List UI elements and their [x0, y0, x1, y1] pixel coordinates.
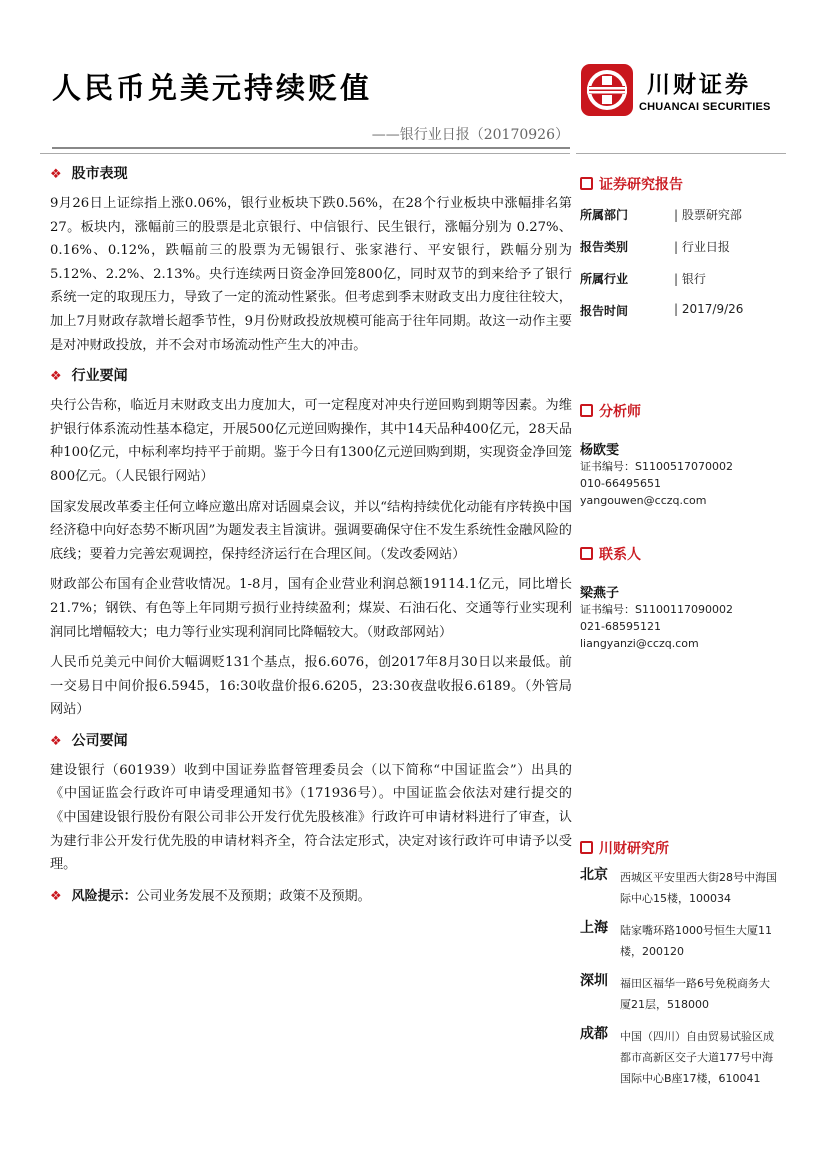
contact-phone: 021-68595121: [580, 620, 661, 633]
section-heading-market: ❖ 股市表现: [50, 166, 128, 182]
risk-label: 风险提示：: [71, 888, 137, 904]
square-bullet-icon: [580, 404, 593, 417]
industry-paragraph: 央行公告称，临近月末财政支出力度加大，可一定程度对冲央行逆回购到期等因素。为维护银行体系流动性基本稳定，开展500亿元逆回购操作，其中14天品种400亿元，28天品种100亿元，中标利率均持平于前期。鉴于今日有1300亿元逆回购到期，实现资金净回笼800亿元。（人民银行网站）: [50, 398, 572, 484]
market-paragraph: 9月26日上证综指上涨0.06%，银行业板块下跌0.56%，在28个行业板块中涨幅排名第27。板块内，涨幅前三的股票是北京银行、中信银行、民生银行，涨幅分别为 0.27%、0.16%、0.12%，跌幅前三的股票为无锡银行、张家港行、平安银行，跌幅分别为5.12%、2.2%、2.13%。央行连续两日资金净回笼800亿，同时双节的到来给予了银行系统一定的取现压力，导致了一定的流动性紧张。但考虑到季末财政支出力度往往较大，加上7月财政存款增长超季节性，9月份财政投放规模可能高于往年同期。故这一动作主要是对冲财政投放，并不会对市场流动性产生大的冲击。: [50, 196, 572, 353]
logo-name-en: CHUANCAI SECURITIES: [639, 101, 771, 113]
sidebar-divider: [576, 153, 786, 154]
report-info: [580, 174, 780, 334]
diamond-bullet-icon: ❖: [50, 733, 62, 749]
section-heading-company: ❖ 公司要闻: [50, 732, 128, 749]
main-content: [50, 162, 572, 908]
contact-name: 梁燕子: [580, 586, 620, 601]
office-shenzhen: 深圳 福田区福华一路6号免税商务大厦21层，518000: [580, 973, 770, 1011]
company-paragraph: 建设银行（601939）收到中国证券监督管理委员会（以下简称“中国证监会”）出具的《中国证监会行政许可申请受理通知书》（171936号）。中国证监会依法对建行提交的《中国建设银行股份有限公司非公开发行优先股核准》行政许可申请材料进行了审查，认为建行非公开发行优先股的申请材料齐全，符合法定形式，决定对该行政许可申请予以受理。: [50, 762, 572, 873]
risk-text: 公司业务发展不及预期；政策不及预期。: [136, 888, 371, 904]
contact-heading: 联系人: [580, 544, 780, 566]
square-bullet-icon: [580, 177, 593, 190]
analyst-heading: 分析师: [580, 401, 780, 423]
diamond-bullet-icon: ❖: [50, 888, 62, 904]
square-bullet-icon: [580, 841, 593, 854]
institute-heading: 川财研究所: [580, 838, 780, 860]
institute-block: [580, 838, 780, 1097]
logo-name-cn: 川财证券: [647, 72, 751, 98]
office-beijing: 北京 西城区平安里西大街28号中海国际中心15楼，100034: [580, 867, 777, 905]
risk-warning: [50, 885, 572, 909]
analyst-block: [580, 401, 780, 509]
contact-email[interactable]: liangyanzi@cczq.com: [580, 637, 699, 650]
industry-paragraph: 财政部公布国有企业营收情况。1-8月，国有企业营业利润总额19114.1亿元，同比增长21.7%；钢铁、有色等上年同期亏损行业持续盈利；煤炭、石油石化、交通等行业实现利润同比增幅较大；电力等行业实现利润同比降幅较大。（财政部网站）: [50, 577, 572, 640]
diamond-bullet-icon: ❖: [50, 167, 62, 182]
meta-row: 所属部门 | 股票研究部: [580, 206, 780, 238]
analyst-name: 杨欧雯: [580, 443, 620, 458]
office-chengdu: 成都 中国（四川）自由贸易试验区成都市高新区交子大道177号中海国际中心B座17楼，610041: [580, 1026, 774, 1085]
office-shanghai: 上海 陆家嘴环路1000号恒生大厦11楼，200120: [580, 920, 772, 958]
company-logo: [581, 64, 781, 124]
industry-paragraph: 国家发展改革委主任何立峰应邀出席对话圆桌会议，并以“结构持续优化动能有序转换中国经济稳中向好态势不断巩固”为题发表主旨演讲。强调要确保守住不发生系统性金融风险的底线；要着力完善宏观调控，保持经济运行在合理区间。（发改委网站）: [50, 499, 572, 562]
report-subtitle: ——银行业日报（20170926）: [371, 127, 569, 143]
contact-block: [580, 544, 780, 652]
industry-paragraph: 人民币兑美元中间价大幅调贬131个基点，报6.6076，创2017年8月30日以来最低。前一交易日中间价报6.5945，16:30收盘价报6.6205，23:30夜盘收报6.6189。（外管局网站）: [50, 655, 572, 718]
page-title: 人民币兑美元持续贬值: [52, 71, 373, 105]
meta-row: 报告时间 | 2017/9/26: [580, 302, 780, 334]
square-bullet-icon: [580, 547, 593, 560]
section-heading-industry: ❖ 行业要闻: [50, 368, 128, 385]
contact-cert: 证书编号：S1100117090002: [580, 603, 733, 616]
main-divider: [40, 153, 570, 154]
logo-mark-icon: [581, 64, 633, 116]
analyst-phone: 010-66495651: [580, 477, 661, 490]
analyst-email[interactable]: yangouwen@cczq.com: [580, 494, 707, 507]
report-info-heading: 证券研究报告: [580, 174, 780, 196]
header-divider: [52, 147, 570, 149]
meta-row: 所属行业 | 银行: [580, 270, 780, 302]
analyst-cert: 证书编号：S1100517070002: [580, 460, 733, 473]
diamond-bullet-icon: ❖: [50, 369, 62, 385]
meta-row: 报告类别 | 行业日报: [580, 238, 780, 270]
